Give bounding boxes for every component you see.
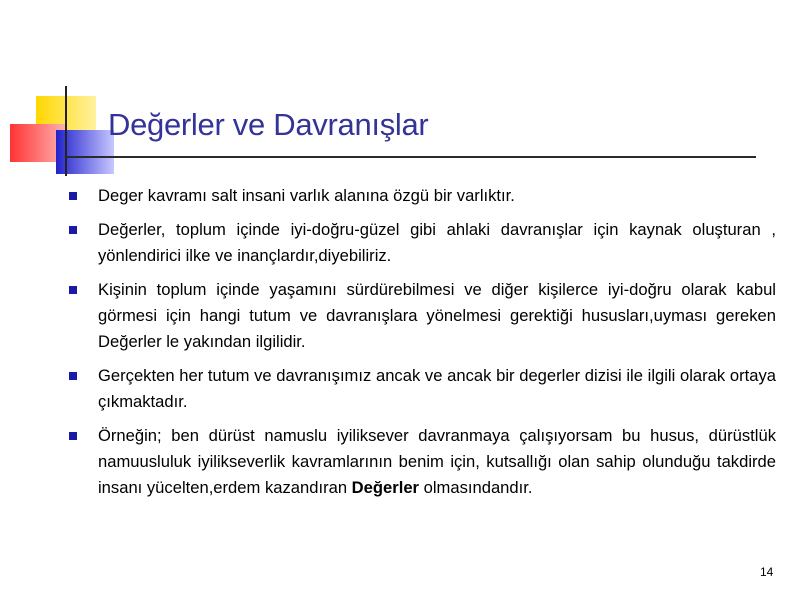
bullet-text: Gerçekten her tutum ve davranışımız ancak ve ancak bir degerler dizisi ile ilgili olarak ortaya çıkmaktadır. [98,366,776,411]
square-bullet-icon [69,432,77,440]
square-bullet-icon [69,286,77,294]
page-number: 14 [760,565,774,579]
bullet-text-before: Örneğin; ben dürüst namuslu iyiliksever davranmaya çalışıyorsam bu husus, dürüstlük namuusluluk iyilikseverlik kavramlarının benim için, kutsallığı olan sahip olunduğu takdirde insanı yücelten,erdem kazandıran [98,426,776,497]
bullet-item [66,363,776,415]
bullet-text-after: olmasındandır. [419,478,533,497]
bullet-item [66,183,776,209]
square-bullet-icon [69,372,77,380]
title-divider [66,156,756,158]
bullet-text: Kişinin toplum içinde yaşamını sürdürebilmesi ve diğer kişilerce iyi-doğru olarak kabul görmesi için hangi tutum ve davranışlara yönelmesi gerektiği hususları,uyması gereken Değerler le yakından ilgilidir. [98,280,776,351]
decorative-squares-logo [8,86,118,176]
bullet-item [66,217,776,269]
logo-blue-square [56,130,114,174]
bullet-item [66,277,776,355]
bullet-text: Deger kavramı salt insani varlık alanına özgü bir varlıktır. [98,186,515,205]
slide-title: Değerler ve Davranışlar [108,107,429,142]
bullet-item [66,423,776,501]
bullet-text-bold: Değerler [351,478,420,497]
square-bullet-icon [69,226,77,234]
bullet-list [66,183,776,509]
bullet-text: Değerler, toplum içinde iyi-doğru-güzel gibi ahlaki davranışlar için kaynak oluşturan , yönlendirici ilke ve inançlardır,diyebiliriz. [98,220,776,265]
square-bullet-icon [69,192,77,200]
